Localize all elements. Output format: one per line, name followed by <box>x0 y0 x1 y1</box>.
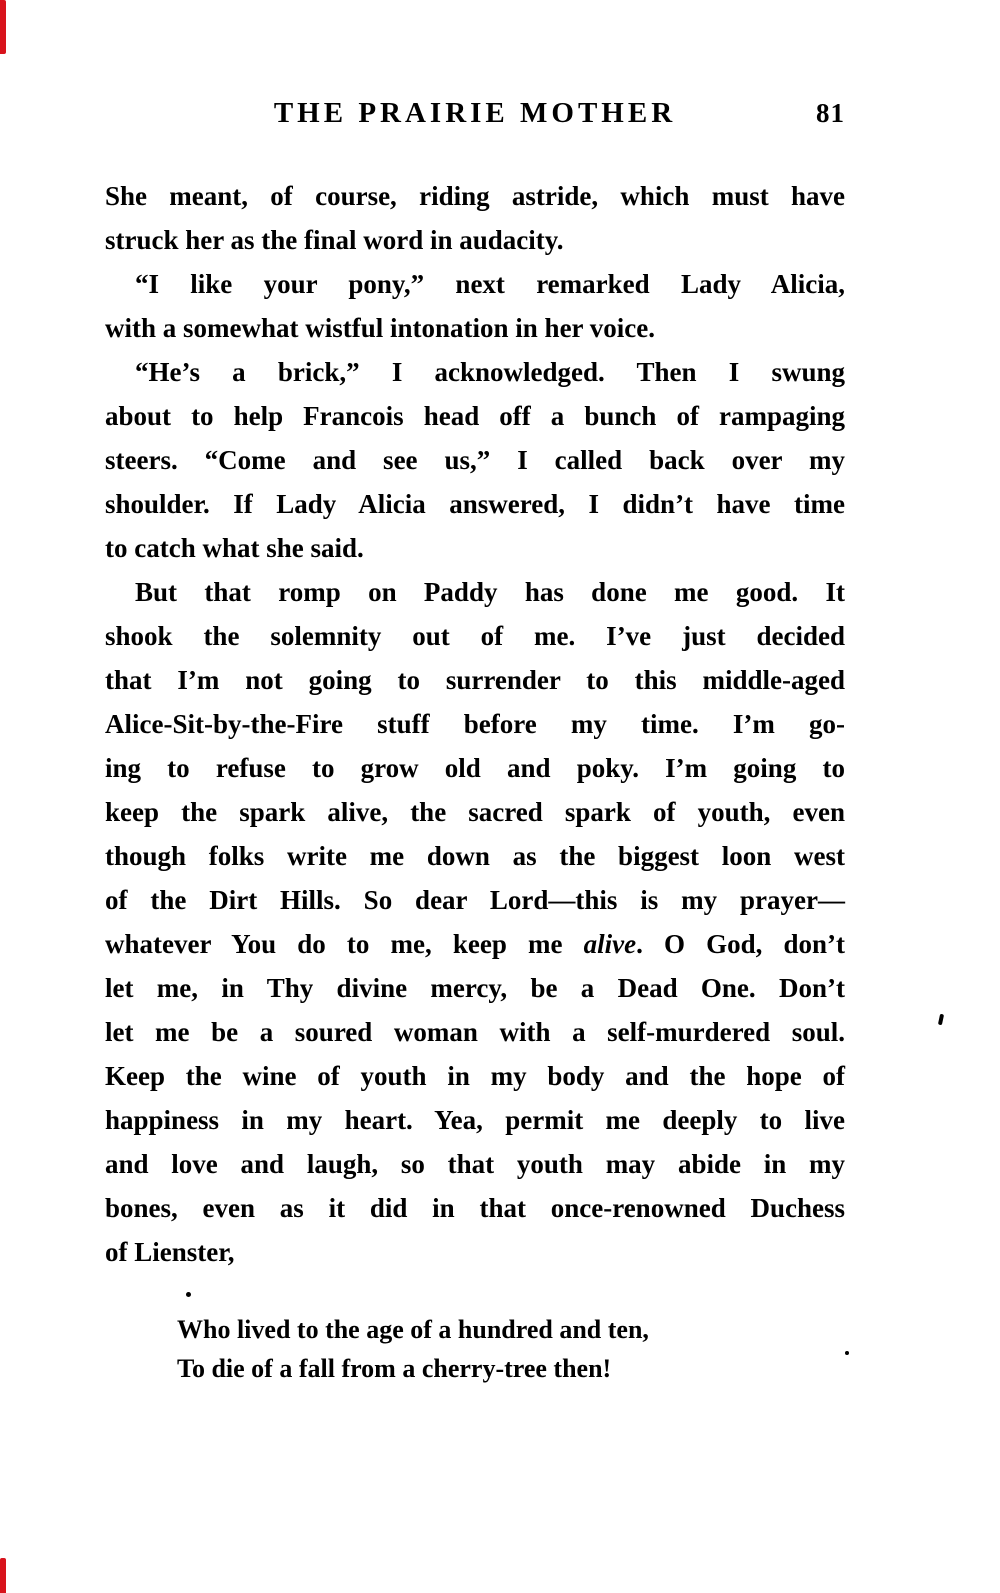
text-line: bones, even as it did in that once-renowned Duchess <box>105 1193 845 1223</box>
text-line: that I’m not going to surrender to this middle-aged <box>105 665 845 695</box>
page-number: 81 <box>816 98 845 128</box>
text-line: with a somewhat wistful intonation in her voice. <box>105 313 656 343</box>
text-segment: . O God, don’t <box>636 929 845 959</box>
paragraph <box>105 174 845 262</box>
running-head <box>105 97 845 131</box>
body-text <box>105 174 845 1274</box>
text-line: Keep the wine of youth in my body and the hope of <box>105 1061 845 1091</box>
scan-edge-artifact-bottom <box>0 1558 6 1593</box>
text-line: about to help Francois head off a bunch of rampaging <box>105 401 845 431</box>
text-line <box>105 922 845 966</box>
text-line: let me be a soured woman with a self-murdered soul. <box>105 1017 845 1047</box>
print-speck <box>186 1292 191 1297</box>
paragraph <box>105 262 845 350</box>
text-segment: whatever You do to me, keep me <box>105 929 584 959</box>
text-line: struck her as the final word in audacity. <box>105 225 564 255</box>
text-line: shoulder. If Lady Alicia answered, I didn’t have time <box>105 489 845 519</box>
paragraph <box>105 570 845 1274</box>
text-line: shook the solemnity out of me. I’ve just decided <box>105 621 845 651</box>
text-line: to catch what she said. <box>105 533 364 563</box>
print-speck <box>938 1014 944 1026</box>
verse-quote <box>177 1310 797 1388</box>
text-line: But that romp on Paddy has done me good. It <box>135 577 845 607</box>
text-line: keep the spark alive, the sacred spark of youth, even <box>105 797 845 827</box>
text-line: “He’s a brick,” I acknowledged. Then I swung <box>135 357 845 387</box>
text-line: happiness in my heart. Yea, permit me deeply to live <box>105 1105 845 1135</box>
text-line: Alice-Sit-by-the-Fire stuff before my time. I’m go- <box>105 709 845 739</box>
text-line: steers. “Come and see us,” I called back over my <box>105 445 845 475</box>
print-speck <box>845 1351 849 1355</box>
verse-line: To die of a fall from a cherry-tree then! <box>177 1354 612 1383</box>
text-line: “I like your pony,” next remarked Lady Alicia, <box>135 269 845 299</box>
text-line: She meant, of course, riding astride, which must have <box>105 181 845 211</box>
italic-word: alive <box>583 929 637 959</box>
scan-edge-artifact-top <box>0 0 6 54</box>
text-line: ing to refuse to grow old and poky. I’m going to <box>105 753 845 783</box>
text-line: and love and laugh, so that youth may abide in my <box>105 1149 845 1179</box>
text-line: though folks write me down as the biggest loon west <box>105 841 845 871</box>
text-line: of Lienster, <box>105 1237 235 1267</box>
book-title: THE PRAIRIE MOTHER <box>273 97 677 129</box>
text-line: of the Dirt Hills. So dear Lord—this is my prayer— <box>105 885 845 915</box>
verse-line: Who lived to the age of a hundred and ten, <box>177 1315 649 1344</box>
text-line: let me, in Thy divine mercy, be a Dead One. Don’t <box>105 973 845 1003</box>
paragraph <box>105 350 845 570</box>
